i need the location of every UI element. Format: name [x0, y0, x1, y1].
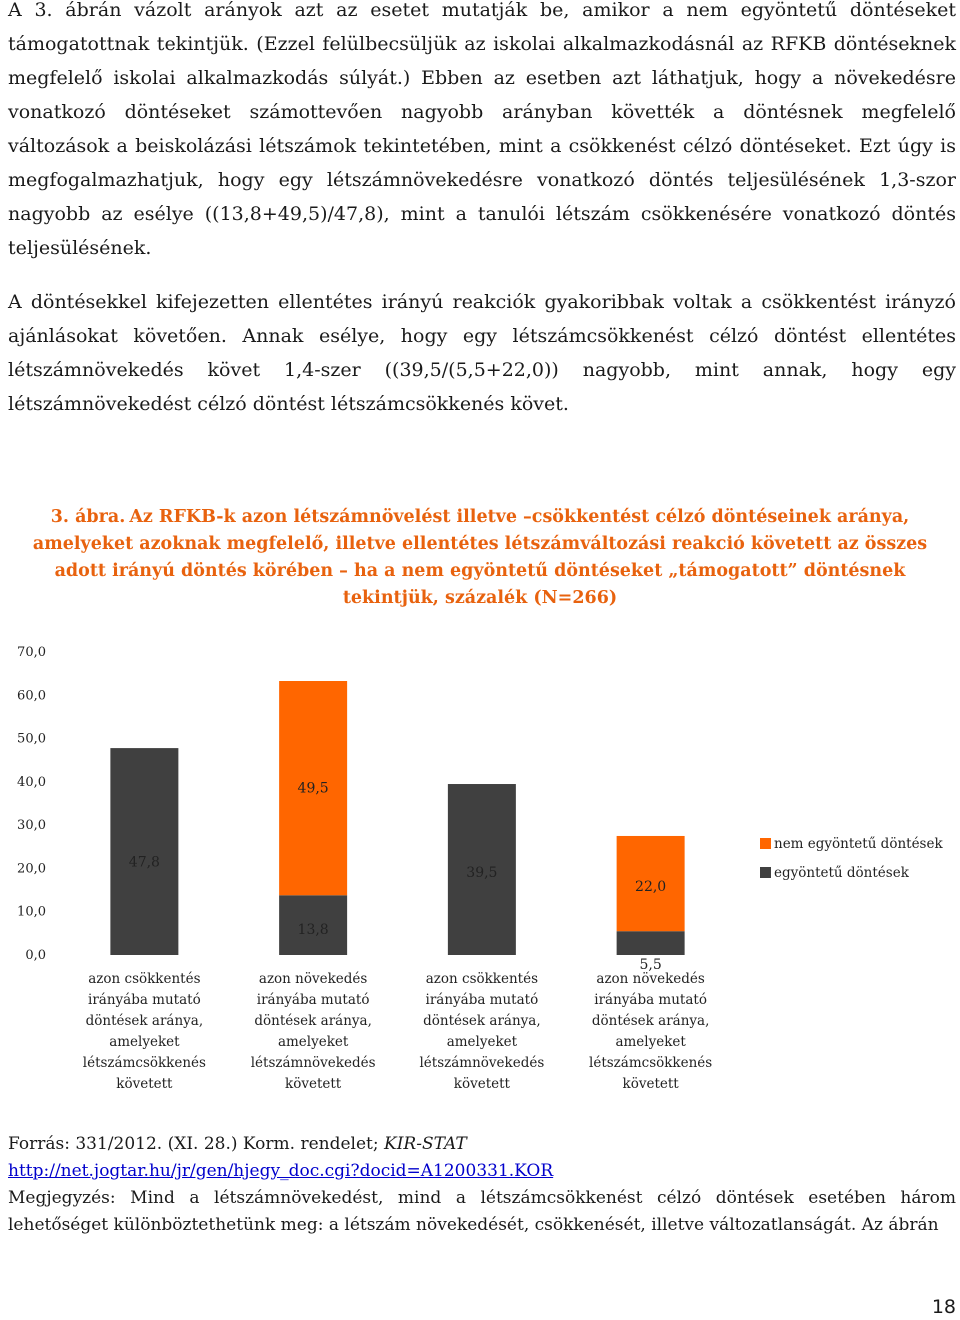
category-label-3-line-4: amelyeket — [446, 1034, 518, 1050]
category-label-2-line-1: azon növekedés — [258, 971, 368, 987]
category-label-1-line-6: követett — [116, 1076, 173, 1092]
body-paragraph-2: A döntésekkel kifejezetten ellentétes irányú reakciók gyakoribbak voltak a csökkentést irányzó ajánlásokat követően. Annak esélye, hogy egy létszámcsökkenést célzó döntést ellentétes létszámnövekedés követ 1,4-szer ((39,5/(5,5+22,0)) nagyobb, mint annak, hogy egy létszámnövekedést célzó döntést létszámcsökkenés követ. — [8, 291, 956, 415]
category-label-3-line-2: irányába mutató — [425, 992, 539, 1008]
category-label-1-line-4: amelyeket — [109, 1034, 180, 1050]
data-label-2-non-unanimous: 49,5 — [297, 780, 329, 797]
data-label-2-unanimous: 13,8 — [297, 922, 329, 939]
y-tick-label: 50,0 — [17, 731, 46, 747]
body-paragraph-1: A 3. ábrán vázolt arányok azt az esetet mutatják be, amikor a nem egyöntetű döntéseket támogatottnak tekintjük. (Ezzel felülbecsüljük az iskolai alkalmazkodásnál az RFKB döntéseknek megfelelő iskolai alkalmazkodás súlyát.) Ebben az esetben azt láthatjuk, hogy a növekedésre vonatkozó döntéseket számottevően nagyobb arányban követték a döntésnek megfelelő változások a beiskolázási létszámok tekintetében, mint a csökkenést célzó döntéseket. Ezt úgy is megfogalmazhatjuk, hogy egy létszámnövekedésre vonatkozó döntés teljesülésének 1,3-szor nagyobb az esélye ((13,8+49,5)/47,8), mint a tanulói létszám csökkenésére vonatkozó döntés teljesülésének. — [8, 0, 956, 259]
y-tick-label: 60,0 — [17, 688, 46, 704]
page-number: 18 — [931, 1296, 956, 1318]
bar-segment-4-unanimous — [617, 931, 685, 955]
category-label-1-line-2: irányába mutató — [88, 992, 201, 1008]
category-label-4-line-4: amelyeket — [615, 1034, 686, 1050]
source-link[interactable]: http://net.jogtar.hu/jr/gen/hjegy_doc.cgi?docid=A1200331.KOR — [8, 1161, 554, 1181]
data-label-4-non-unanimous: 22,0 — [635, 878, 667, 895]
category-label-2-line-3: döntések aránya, — [254, 1013, 372, 1029]
category-label-3-line-5: létszámnövekedés — [419, 1055, 545, 1071]
legend-label-2: egyöntetű döntések — [774, 865, 909, 881]
legend-swatch-1 — [760, 838, 771, 849]
category-label-4-line-6: követett — [622, 1076, 679, 1092]
y-tick-label: 70,0 — [17, 645, 46, 660]
legend-swatch-2 — [760, 867, 771, 878]
category-label-1-line-3: döntések aránya, — [85, 1013, 204, 1029]
figure-caption — [20, 504, 940, 612]
bar-segment-1-unanimous — [110, 748, 178, 955]
source-label: Forrás: 331/2012. (XI. 28.) Korm. rendelet; — [8, 1134, 384, 1154]
category-label-4-line-3: döntések aránya, — [591, 1013, 710, 1029]
category-label-2-line-6: követett — [285, 1076, 342, 1092]
y-tick-label: 0,0 — [25, 948, 46, 963]
category-label-4-line-2: irányába mutató — [594, 992, 707, 1008]
y-tick-label: 30,0 — [17, 818, 46, 834]
data-label-1-unanimous: 47,8 — [128, 854, 160, 871]
y-tick-label: 10,0 — [17, 904, 46, 920]
data-label-4-unanimous: 5,5 — [639, 956, 662, 973]
category-label-3-line-3: döntések aránya, — [423, 1013, 541, 1029]
category-label-2-line-2: irányába mutató — [256, 992, 370, 1008]
legend-label-1: nem egyöntetű döntések — [774, 836, 943, 852]
source-italic: KIR-STAT — [384, 1134, 467, 1154]
category-label-1-line-5: létszámcsökkenés — [82, 1055, 206, 1071]
figure-caption-text: Az RFKB-k azon létszámnövelést illetve –csökkentést célzó döntéseinek aránya, amelyeket azoknak megfelelő, illetve ellentétes létszámváltozási reakció követett az összes adott irányú döntés körében – ha a nem egyöntetű döntéseket „támogatott” döntésnek tekintjük, százalék (N=266) — [32, 507, 928, 608]
category-label-2-line-4: amelyeket — [277, 1034, 349, 1050]
figure-number: 3. ábra. — [50, 507, 126, 527]
y-tick-label: 40,0 — [17, 774, 46, 790]
source-line — [8, 1131, 956, 1158]
category-label-1-line-1: azon csökkentés — [88, 971, 201, 987]
category-label-4-line-1: azon növekedés — [596, 971, 705, 987]
category-label-3-line-6: követett — [453, 1076, 510, 1092]
stacked-bar-chart — [0, 630, 960, 1100]
y-tick-label: 20,0 — [17, 861, 46, 877]
data-label-3-unanimous: 39,5 — [466, 865, 498, 882]
category-label-3-line-1: azon csökkentés — [425, 971, 539, 987]
note-paragraph: Megjegyzés: Mind a létszámnövekedést, mind a létszámcsökkenést célzó döntések esetében három lehetőséget különböztethetünk meg: a létszám növekedését, csökkenését, illetve változatlanságát. Az ábrán — [8, 1188, 956, 1235]
category-label-4-line-5: létszámcsökkenés — [589, 1055, 713, 1071]
category-label-2-line-5: létszámnövekedés — [250, 1055, 376, 1071]
